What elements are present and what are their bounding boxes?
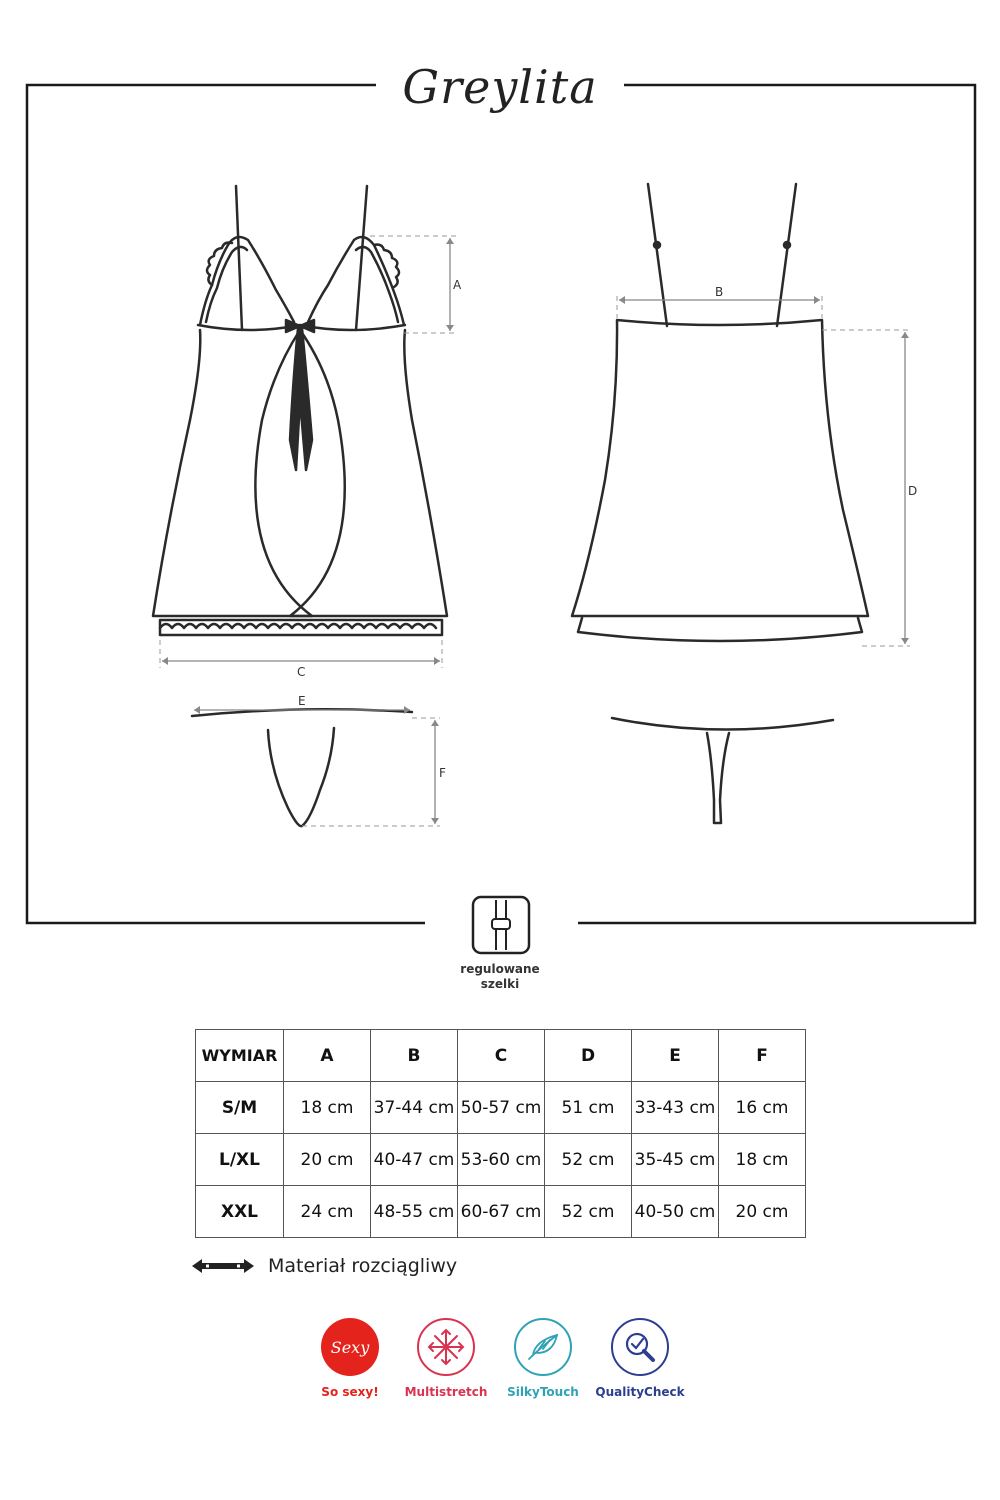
table-row: [196, 1186, 806, 1238]
header-cell: F: [719, 1030, 806, 1082]
table-cell: 16 cm: [719, 1082, 806, 1134]
sexy-icon-text: Sexy: [330, 1337, 370, 1357]
sexy-icon: [321, 1318, 379, 1376]
table-cell: 40-50 cm: [632, 1186, 719, 1238]
label-f: F: [439, 766, 446, 780]
brand-title: Greylita: [402, 60, 598, 114]
table-cell: 40-47 cm: [371, 1134, 458, 1186]
table-cell: 48-55 cm: [371, 1186, 458, 1238]
label-e: E: [298, 694, 306, 708]
header-cell: B: [371, 1030, 458, 1082]
badge-qualitycheck: [585, 1318, 695, 1399]
table-cell: 60-67 cm: [458, 1186, 545, 1238]
header-cell: C: [458, 1030, 545, 1082]
size-cell: XXL: [196, 1186, 284, 1238]
feather-icon: [514, 1318, 572, 1376]
label-c: C: [297, 665, 306, 679]
label-b: B: [715, 285, 724, 299]
table-cell: 33-43 cm: [632, 1082, 719, 1134]
double-arrow-icon: [192, 1258, 254, 1274]
table-cell: 51 cm: [545, 1082, 632, 1134]
stretch-note-text: Materiał rozciągliwy: [268, 1255, 458, 1277]
header-cell: WYMIAR: [196, 1030, 284, 1082]
table-cell: 50-57 cm: [458, 1082, 545, 1134]
size-table: [195, 1029, 806, 1238]
table-cell: 20 cm: [719, 1186, 806, 1238]
table-cell: 18 cm: [284, 1082, 371, 1134]
header-cell: A: [284, 1030, 371, 1082]
table-cell: 24 cm: [284, 1186, 371, 1238]
adjustable-strap-icon: [471, 895, 531, 955]
label-a: A: [453, 278, 462, 292]
table-cell: 53-60 cm: [458, 1134, 545, 1186]
badge-so-sexy: [295, 1318, 405, 1399]
multistretch-icon: [417, 1318, 475, 1376]
table-cell: 52 cm: [545, 1134, 632, 1186]
header-cell: E: [632, 1030, 719, 1082]
badge-label: SilkyTouch: [507, 1385, 579, 1399]
badge-silkytouch: [488, 1318, 598, 1399]
badge-label: QualityCheck: [595, 1385, 685, 1399]
front-view: [153, 186, 447, 635]
feature-label-line2: szelki: [480, 977, 520, 991]
badge-multistretch: [391, 1318, 501, 1399]
feature-label-line1: regulowane: [460, 962, 540, 976]
size-cell: S/M: [196, 1082, 284, 1134]
table-cell: 18 cm: [719, 1134, 806, 1186]
table-cell: 37-44 cm: [371, 1082, 458, 1134]
table-header-row: [196, 1030, 806, 1082]
back-view: [572, 184, 868, 641]
magnifier-check-icon: [611, 1318, 669, 1376]
thong-front-view: [192, 709, 412, 826]
size-cell: L/XL: [196, 1134, 284, 1186]
stretch-note: [192, 1252, 457, 1280]
table-cell: 20 cm: [284, 1134, 371, 1186]
table-row: [196, 1082, 806, 1134]
thong-back-view: [612, 718, 833, 823]
table-row: [196, 1134, 806, 1186]
table-cell: 52 cm: [545, 1186, 632, 1238]
header-cell: D: [545, 1030, 632, 1082]
feature-label: [440, 962, 560, 992]
badge-label: Multistretch: [404, 1385, 488, 1399]
label-d: D: [908, 484, 918, 498]
badge-label: So sexy!: [321, 1385, 379, 1399]
table-cell: 35-45 cm: [632, 1134, 719, 1186]
